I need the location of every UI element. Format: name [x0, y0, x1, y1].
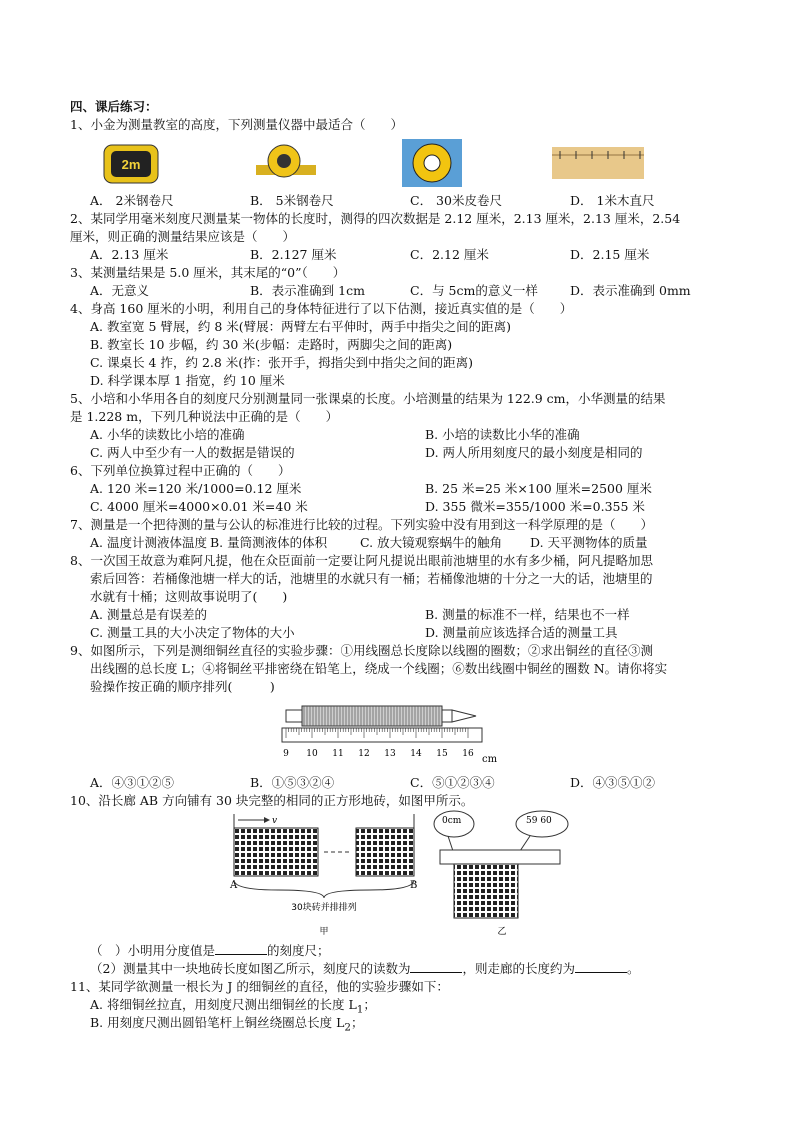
q7-option-b: B. 量筒测液体的体积 — [210, 535, 328, 550]
figure-b-tile-ruler — [432, 810, 582, 940]
q5-options-row2 — [70, 444, 730, 462]
label-b: B — [410, 880, 418, 891]
q10-sub1-text-end: 的刻度尺； — [267, 943, 330, 958]
q2-option-d: D．2.15 厘米 — [570, 247, 650, 262]
q10-sub2-text-mid: ，则走廊的长度约为 — [462, 961, 575, 976]
q9-option-d: D．④③⑤①② — [570, 775, 656, 790]
q9-stem-line2: 出线圈的总长度 L；④将铜丝平排密绕在铅笔上，绕成一个线圈；⑥数出线圈中铜丝的圈数 N。请你将实 — [90, 661, 668, 676]
caption-30-tiles: 30块砖并排排列 — [291, 903, 357, 913]
tape-measure-2m-image — [102, 141, 252, 185]
q5-option-c: C. 两人中至少有一人的数据是错误的 — [90, 445, 295, 460]
q2-stem-line2: 厘米，则正确的测量结果应该是（ ） — [70, 229, 296, 244]
q8-options-row2 — [70, 624, 730, 642]
tape-measure-5m-image — [252, 141, 402, 185]
q4-option-b: B. 教室长 10 步幅，约 30 米(步幅：走路时，两脚尖之间的距离) — [90, 337, 453, 352]
q11-step-b-sub: 2 — [344, 1021, 352, 1034]
q10-sub2-text-end: 。 — [626, 961, 640, 976]
q3-option-c: C．与 5cm的意义一样 — [410, 283, 538, 298]
q10-sub2 — [70, 960, 730, 978]
ruler-end-label: 59 60 — [526, 816, 552, 826]
q6-option-b: B. 25 米=25 米×100 厘米=2500 厘米 — [425, 481, 652, 496]
q5-stem-line2: 是 1.228 m，下列几种说法中正确的是（ ） — [70, 409, 339, 424]
q4-option-d: D. 科学课本厚 1 指宽，约 10 厘米 — [90, 373, 285, 388]
ruler-tick-label: 13 — [384, 749, 396, 759]
q8-stem-line3: 水就有十桶；这则故事说明了( ) — [90, 589, 288, 604]
q1-images — [102, 134, 730, 192]
tape-label: 2m — [121, 157, 141, 172]
q4-option-a: A. 教室宽 5 臂展，约 8 米(臂展：两臂左右平伸时，两手中指尖之间的距离) — [90, 319, 512, 334]
figure-b-name: 乙 — [497, 927, 507, 937]
q3-option-b: B．表示准确到 1cm — [250, 283, 365, 298]
q3-options — [70, 282, 730, 300]
q9-option-b: B．①⑤③②④ — [250, 775, 335, 790]
q7-stem: 7、测量是一个把待测的量与公认的标准进行比较的过程。下列实验中没有用到这一科学原理的是（ ） — [70, 517, 653, 532]
q1-option-b: B． 5米钢卷尺 — [250, 193, 334, 208]
q4-option-c: C. 课桌长 4 拃，约 2.8 米(拃：张开手，拇指尖到中指尖之间的距离) — [90, 355, 474, 370]
q11-stem: 11、某同学欲测量一根长为 J 的细铜丝的直径，他的实验步骤如下： — [70, 979, 449, 994]
figure-a-name: 甲 — [319, 927, 329, 937]
q8-option-b: B. 测量的标准不一样，结果也不一样 — [425, 607, 630, 622]
q3-option-d: D．表示准确到 0mm — [570, 283, 691, 298]
pencil-icon — [286, 706, 476, 726]
q5-options-row1 — [70, 426, 730, 444]
q10-blank-1[interactable] — [215, 942, 267, 955]
q9-figure — [280, 696, 730, 774]
q11-step-a-text: A. 将细铜丝拉直，用刻度尺测出细铜丝的长度 L — [90, 997, 357, 1012]
q7-options — [70, 534, 730, 552]
q2-option-b: B．2.127 厘米 — [250, 247, 337, 262]
q10-stem: 10、沿长廊 AB 方向铺有 30 块完整的相同的正方形地砖，如图甲所示。 — [70, 793, 474, 808]
q11-step-a-sub: 1 — [356, 1003, 364, 1016]
q2-option-c: C．2.12 厘米 — [410, 247, 489, 262]
ruler-tick-label: 14 — [410, 749, 422, 759]
q11-step-b-end: ； — [351, 1015, 364, 1030]
q6-options-row2 — [70, 498, 730, 516]
q9-option-a: A．④③①②⑤ — [90, 775, 175, 790]
q10-figures — [228, 810, 730, 942]
q6-stem: 6、下列单位换算过程中正确的（ ） — [70, 463, 291, 478]
q6-option-c: C. 4000 厘米=4000×0.01 米=40 米 — [90, 499, 308, 514]
q9-option-c: C．⑤①②③④ — [410, 775, 495, 790]
q5-option-d: D. 两人所用刻度尺的最小刻度是相同的 — [425, 445, 643, 460]
q2-stem-line1: 2、某同学用毫米刻度尺测量某一物体的长度时，测得的四次数据是 2.12 厘米，2.13 厘米，2.13 厘米，2.54 — [70, 211, 681, 226]
q6-options-row1 — [70, 480, 730, 498]
q1-option-d: D． 1米木直尺 — [570, 193, 655, 208]
tape-measure-30m-icon — [402, 139, 462, 187]
ruler-tick-label: 16 — [462, 749, 474, 759]
q8-option-c: C. 测量工具的大小决定了物体的大小 — [90, 625, 295, 640]
q5-option-a: A. 小华的读数比小培的准确 — [90, 427, 245, 442]
q4-stem: 4、身高 160 厘米的小明，利用自己的身体特征进行了以下估测，接近真实值的是（ ） — [70, 301, 573, 316]
q1-stem: 1、小金为测量教室的高度，下列测量仪器中最适合（ ） — [70, 117, 403, 132]
q3-option-a: A．无意义 — [90, 283, 150, 298]
q9-stem-line3: 验操作按正确的顺序排列( ) — [90, 679, 275, 694]
ruler-tick-label: 9 — [283, 749, 289, 759]
q8-stem-line2: 索后回答：若桶像池塘一样大的话，池塘里的水就只有一桶；若桶像池塘的十分之一大的话，池塘里的 — [90, 571, 653, 586]
q11-step-a-end: ； — [363, 997, 376, 1012]
q11-step-b — [70, 1014, 730, 1032]
q11-step-b-text: B. 用刻度尺测出圆铅笔杆上铜丝绕圈总长度 L — [90, 1015, 345, 1030]
q1-options — [70, 192, 730, 210]
ruler-b — [440, 850, 560, 864]
tile-block-right — [356, 828, 414, 876]
ruler-tick-label: 15 — [436, 749, 448, 759]
tile-block-left — [234, 828, 318, 876]
velocity-label: v — [272, 816, 278, 826]
q8-option-d: D. 测量前应该选择合适的测量工具 — [425, 625, 618, 640]
tape-measure-2m-icon — [102, 141, 164, 185]
tape-measure-5m-icon — [252, 141, 322, 185]
ruler-icon — [282, 728, 482, 742]
q1-option-a: A． 2米钢卷尺 — [90, 193, 174, 208]
q3-stem: 3、某测量结果是 5.0 厘米，其末尾的“0”（ ） — [70, 265, 346, 280]
q8-option-a: A. 测量总是有误差的 — [90, 607, 207, 622]
worksheet — [70, 98, 730, 1032]
figure-a-tile-corridor — [228, 810, 418, 940]
wooden-ruler-image — [552, 143, 702, 183]
ruler-unit: cm — [482, 754, 498, 765]
q8-stem-line1: 8、一次国王故意为难阿凡提，他在众臣面前一定要让阿凡提说出眼前池塘里的水有多少桶，阿凡提略加思 — [70, 553, 653, 568]
q10-sub2-text: （2）测量其中一块地砖长度如图乙所示，刻度尺的读数为 — [90, 961, 411, 976]
q2-option-a: A．2.13 厘米 — [90, 247, 169, 262]
q11-step-a — [70, 996, 730, 1014]
q7-option-d: D. 天平测物体的质量 — [530, 535, 648, 550]
q8-options-row1 — [70, 606, 730, 624]
q6-option-d: D. 355 微米=355/1000 米=0.355 米 — [425, 499, 645, 514]
ruler-tick-label: 12 — [358, 749, 370, 759]
q10-blank-3[interactable] — [575, 960, 627, 973]
q9-options — [70, 774, 730, 792]
q10-sub1 — [70, 942, 730, 960]
ruler-tick-label: 11 — [332, 749, 344, 759]
pencil-coil-ruler-diagram — [280, 696, 510, 772]
wooden-ruler-icon — [552, 143, 644, 183]
ruler-zero-label: 0cm — [442, 816, 462, 826]
single-tile — [454, 864, 518, 918]
q7-option-c: C. 放大镜观察蜗牛的触角 — [360, 535, 503, 550]
q5-stem-line1: 5、小培和小华用各自的刻度尺分别测量同一张课桌的长度。小培测量的结果为 122.9 cm，小华测量的结果 — [70, 391, 666, 406]
section-title: 四、课后练习： — [70, 99, 158, 114]
label-a: A — [230, 880, 238, 891]
q5-option-b: B. 小培的读数比小华的准确 — [425, 427, 580, 442]
q7-option-a: A. 温度计测液体温度 — [90, 535, 207, 550]
q10-sub1-text: （ ）小明用分度值是 — [90, 943, 216, 958]
q10-blank-2[interactable] — [410, 960, 462, 973]
q2-options — [70, 246, 730, 264]
q6-option-a: A. 120 米=120 米/1000=0.12 厘米 — [90, 481, 302, 496]
ruler-tick-label: 10 — [306, 749, 318, 759]
q1-option-c: C． 30米皮卷尺 — [410, 193, 502, 208]
tape-measure-30m-image — [402, 139, 552, 187]
q9-stem-line1: 9、如图所示，下列是测细铜丝直径的实验步骤：①用线圈总长度除以线圈的圈数；②求出铜丝的直径③测 — [70, 643, 653, 658]
